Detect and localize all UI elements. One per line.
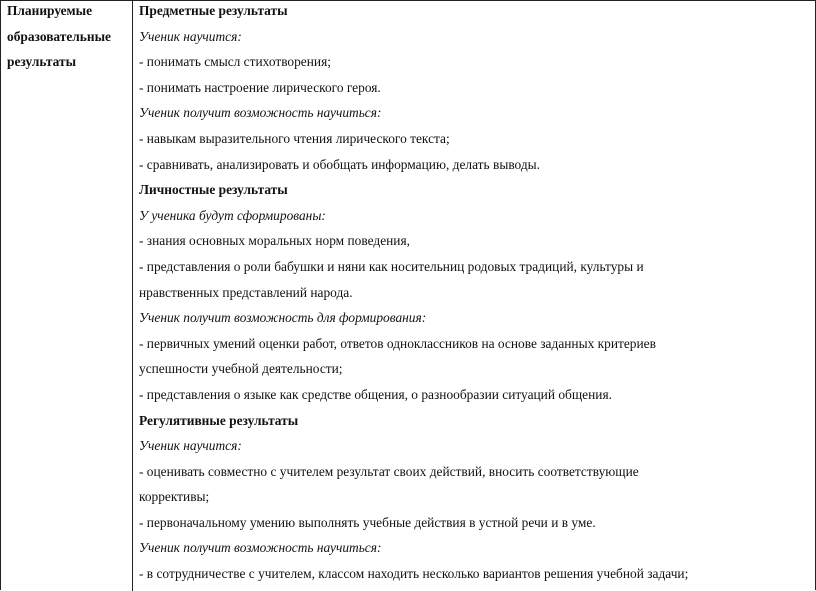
column-divider	[132, 1, 133, 591]
content-line: успешности учебной деятельности;	[139, 361, 343, 377]
subsection-label: Ученик получит возможность научиться:	[139, 105, 382, 121]
content-line: - первоначальному умению выполнять учебные действия в устной речи и в уме.	[139, 514, 596, 530]
subsection-label: Ученик научится:	[139, 438, 242, 454]
left-header-cell	[7, 1, 129, 75]
content-line: - понимать смысл стихотворения;	[139, 54, 331, 70]
section-heading: Личностные результаты	[139, 182, 288, 198]
subsection-label: Ученик получит возможность для формирования:	[139, 310, 427, 326]
content-line: коррективы;	[139, 489, 210, 505]
subsection-label: Ученик получит возможность научиться:	[139, 540, 382, 556]
subsection-label: У ученика будут сформированы:	[139, 207, 326, 223]
left-header-line: образовательные	[7, 28, 112, 44]
content-line: - представления о роли бабушки и няни как носительниц родовых традиций, культуры и	[139, 258, 644, 274]
content-line: - в сотрудничестве с учителем, классом находить несколько вариантов решения учебной задачи;	[139, 566, 689, 582]
content-line: - представления о языке как средстве общения, о разнообразии ситуаций общения.	[139, 386, 612, 402]
left-header-line: Планируемые	[7, 3, 93, 18]
left-header-line: результаты	[7, 54, 77, 70]
content-line: - сравнивать, анализировать и обобщать информацию, делать выводы.	[139, 156, 541, 172]
content-line: - навыкам выразительного чтения лирического текста;	[139, 130, 450, 146]
content-cell	[139, 1, 811, 587]
content-line: - знания основных моральных норм поведения,	[139, 233, 410, 249]
subsection-label: Ученик научится:	[139, 28, 242, 44]
content-line: - понимать настроение лирического героя.	[139, 79, 381, 95]
content-line: нравственных представлений народа.	[139, 284, 353, 300]
section-heading: Регулятивные результаты	[139, 412, 299, 428]
section-heading: Предметные результаты	[139, 3, 288, 18]
content-line: - первичных умений оценки работ, ответов одноклассников на основе заданных критериев	[139, 335, 656, 351]
content-line: - оценивать совместно с учителем результат своих действий, вносить соответствующие	[139, 463, 639, 479]
